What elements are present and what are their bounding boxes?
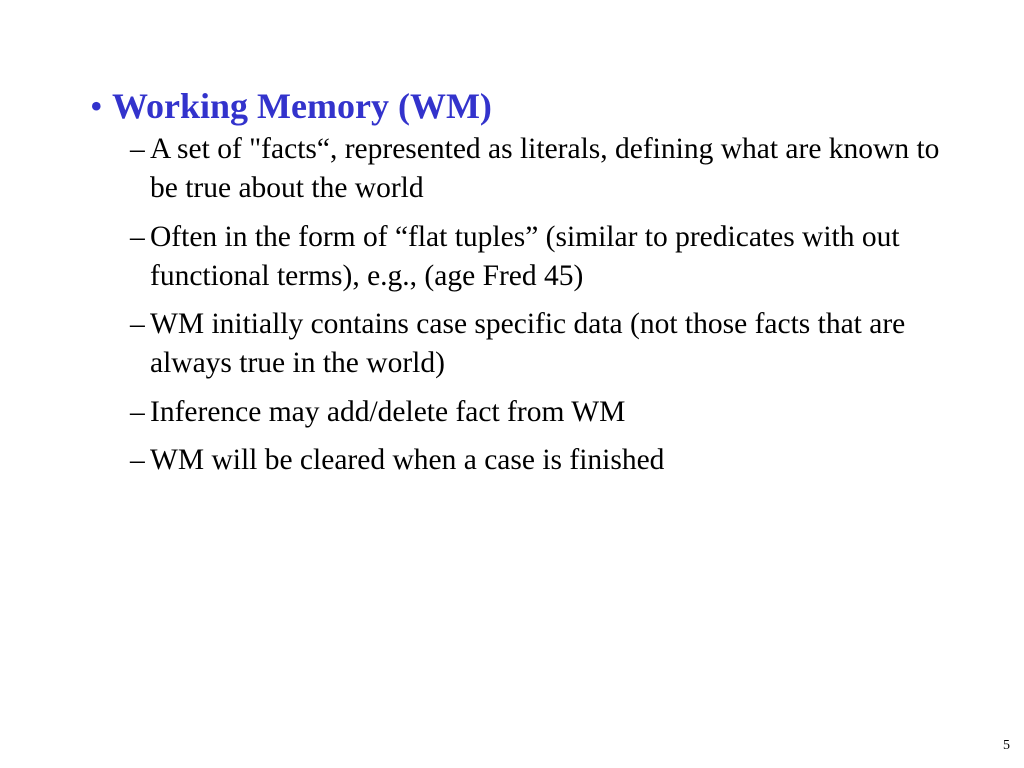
sub-bullet-list xyxy=(130,130,970,480)
sub-bullet xyxy=(130,441,970,480)
sub-bullet xyxy=(130,305,970,383)
sub-bullet-text: WM will be cleared when a case is finished xyxy=(150,444,665,476)
sub-bullet-text: A set of "facts“, represented as literals, defining what are known to be true about the world xyxy=(150,133,940,204)
dash-marker: – xyxy=(130,220,145,253)
sub-bullet-text: Inference may add/delete fact from WM xyxy=(150,395,626,428)
heading-text: Working Memory (WM) xyxy=(112,86,492,126)
main-bullet xyxy=(90,84,970,128)
sub-bullet-text: WM initially contains case specific data (not those facts that are always true in the world) xyxy=(150,308,906,379)
bullet-marker: • xyxy=(90,86,103,126)
sub-bullet xyxy=(130,130,970,208)
dash-marker: – xyxy=(130,133,145,165)
sub-bullet-text: Often in the form of “flat tuples” (similar to predicates with out functional terms), e.g., (age Fred 45) xyxy=(150,220,900,292)
sub-bullet xyxy=(130,393,970,432)
page-number: 5 xyxy=(1003,738,1010,753)
bullet-block xyxy=(90,84,970,490)
dash-marker: – xyxy=(130,395,145,428)
dash-marker: – xyxy=(130,308,145,340)
sub-bullet xyxy=(130,218,970,296)
dash-marker: – xyxy=(130,444,145,476)
